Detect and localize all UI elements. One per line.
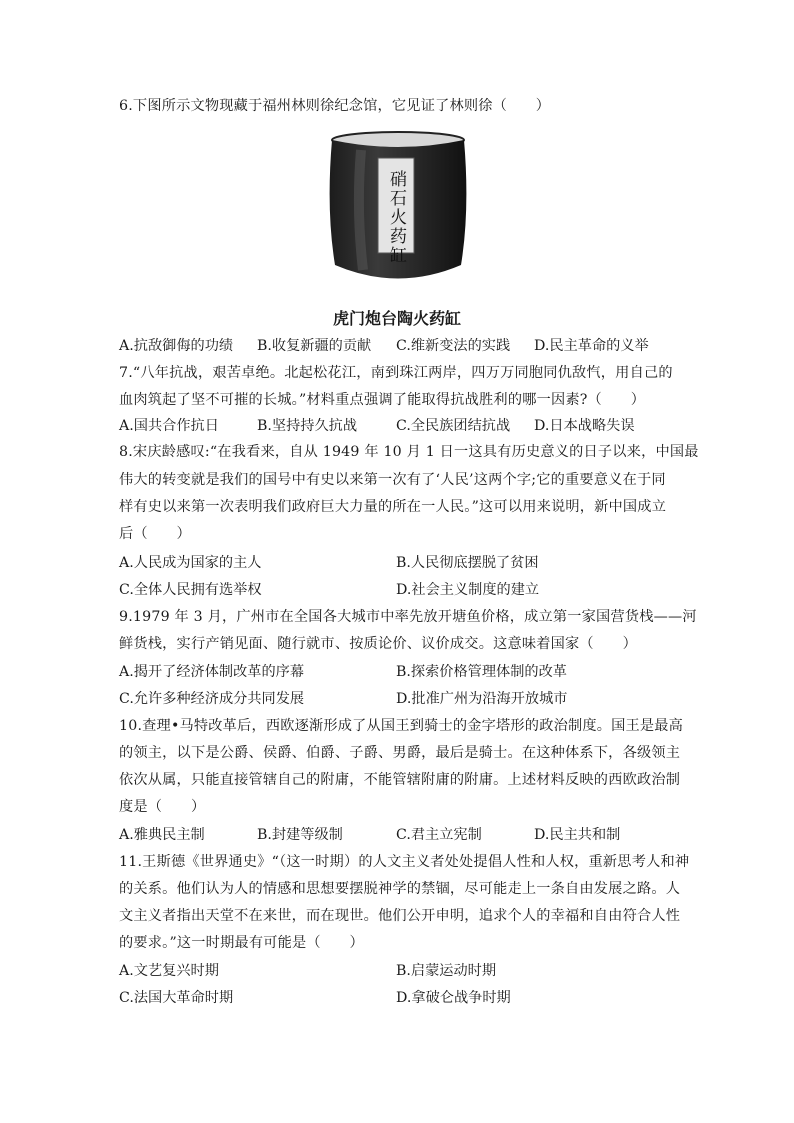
q6-option-c[interactable]: C.维新变法的实践 [396, 338, 511, 354]
jar-label: 硝石火药缸 [386, 170, 406, 265]
q9-stem-line2: 鲜货栈，实行产销见面、随行就市、按质论价、议价成交。这意味着国家（ ） [119, 636, 637, 652]
q6-option-d[interactable]: D.民主革命的义举 [534, 338, 649, 354]
q8-option-d[interactable]: D.社会主义制度的建立 [396, 582, 540, 598]
q8-stem-line3: 样有史以来第一次表明我们政府巨大力量的所在一人民。”这可以用来说明，新中国成立 [119, 499, 667, 515]
q10-option-d[interactable]: D.民主共和制 [534, 827, 621, 843]
q7-stem-line1: 7.“八年抗战，艰苦卓绝。北起松花江，南到珠江两岸，四万万同胞同仇敌忾，用自己的 [119, 365, 673, 381]
q6-stem: 6.下图所示文物现藏于福州林则徐纪念馆，它见证了林则徐（ ） [119, 98, 551, 114]
q8-stem-line2: 伟大的转变就是我们的国号中有史以来第一次有了‘人民’这两个字;它的重要意义在于同 [119, 472, 666, 488]
q8-stem-line1: 8.宋庆龄感叹:“在我看来，自从 1949 年 10 月 1 日一这具有历史意义的日子以来，中国最 [119, 444, 699, 460]
q9-option-d[interactable]: D.批准广州为沿海开放城市 [396, 691, 568, 707]
q11-stem-line4: 的要求。”这一时期最有可能是（ ） [119, 935, 364, 951]
q11-option-b[interactable]: B.启蒙运动时期 [396, 963, 497, 979]
q11-option-a[interactable]: A.文艺复兴时期 [119, 963, 219, 979]
q7-option-a[interactable]: A.国共合作抗日 [119, 418, 219, 434]
gunpowder-jar-image [323, 130, 473, 290]
q10-stem-line2: 的领主，以下是公爵、侯爵、伯爵、子爵、男爵，最后是骑士。在这种体系下，各级领主 [119, 745, 681, 761]
q8-stem-line4: 后（ ） [119, 526, 191, 542]
q7-option-b[interactable]: B.坚持持久抗战 [257, 418, 358, 434]
q11-option-c[interactable]: C.法国大革命时期 [119, 990, 234, 1006]
q7-option-d[interactable]: D.日本战略失误 [534, 418, 635, 434]
q11-stem-line1: 11.王斯德《世界通史》“（这一时期）的人文主义者处处提倡人性和人权，重新思考人和神 [119, 854, 690, 870]
q11-stem-line3: 文主义者指出天堂不在来世，而在现世。他们公开申明，追求个人的幸福和自由符合人性 [119, 908, 681, 924]
q10-option-b[interactable]: B.封建等级制 [257, 827, 343, 843]
q7-stem-line2: 血肉筑起了坚不可摧的长城。”材料重点强调了能取得抗战胜利的哪一因素?（ ） [119, 392, 646, 408]
q9-option-b[interactable]: B.探索价格管理体制的改革 [396, 664, 567, 680]
q8-option-a[interactable]: A.人民成为国家的主人 [119, 555, 262, 571]
q6-option-a[interactable]: A.抗敌御侮的功绩 [119, 338, 234, 354]
q10-option-a[interactable]: A.雅典民主制 [119, 827, 205, 843]
q10-stem-line4: 度是（ ） [119, 799, 206, 815]
q10-option-c[interactable]: C.君主立宪制 [396, 827, 482, 843]
q8-option-c[interactable]: C.全体人民拥有选举权 [119, 582, 262, 598]
q11-option-d[interactable]: D.拿破仑战争时期 [396, 990, 511, 1006]
figure-caption: 虎门炮台陶火药缸 [332, 309, 461, 328]
q8-option-b[interactable]: B.人民彻底摆脱了贫困 [396, 555, 539, 571]
q9-option-c[interactable]: C.允许多种经济成分共同发展 [119, 691, 305, 707]
q11-stem-line2: 的关系。他们认为人的情感和思想要摆脱神学的禁锢，尽可能走上一条自由发展之路。人 [119, 881, 681, 897]
q9-option-a[interactable]: A.揭开了经济体制改革的序幕 [119, 664, 305, 680]
q7-option-c[interactable]: C.全民族团结抗战 [396, 418, 511, 434]
q10-stem-line3: 依次从属，只能直接管辖自己的附庸，不能管辖附庸的附庸。上述材料反映的西欧政治制 [119, 772, 681, 788]
q9-stem-line1: 9.1979 年 3 月，广州市在全国各大城市中率先放开塘鱼价格，成立第一家国营货栈——河 [119, 609, 697, 625]
q10-stem-line1: 10.查理•马特改革后，西欧逐渐形成了从国王到骑士的金字塔形的政治制度。国王是最高 [119, 718, 684, 734]
q6-option-b[interactable]: B.收复新疆的贡献 [257, 338, 372, 354]
